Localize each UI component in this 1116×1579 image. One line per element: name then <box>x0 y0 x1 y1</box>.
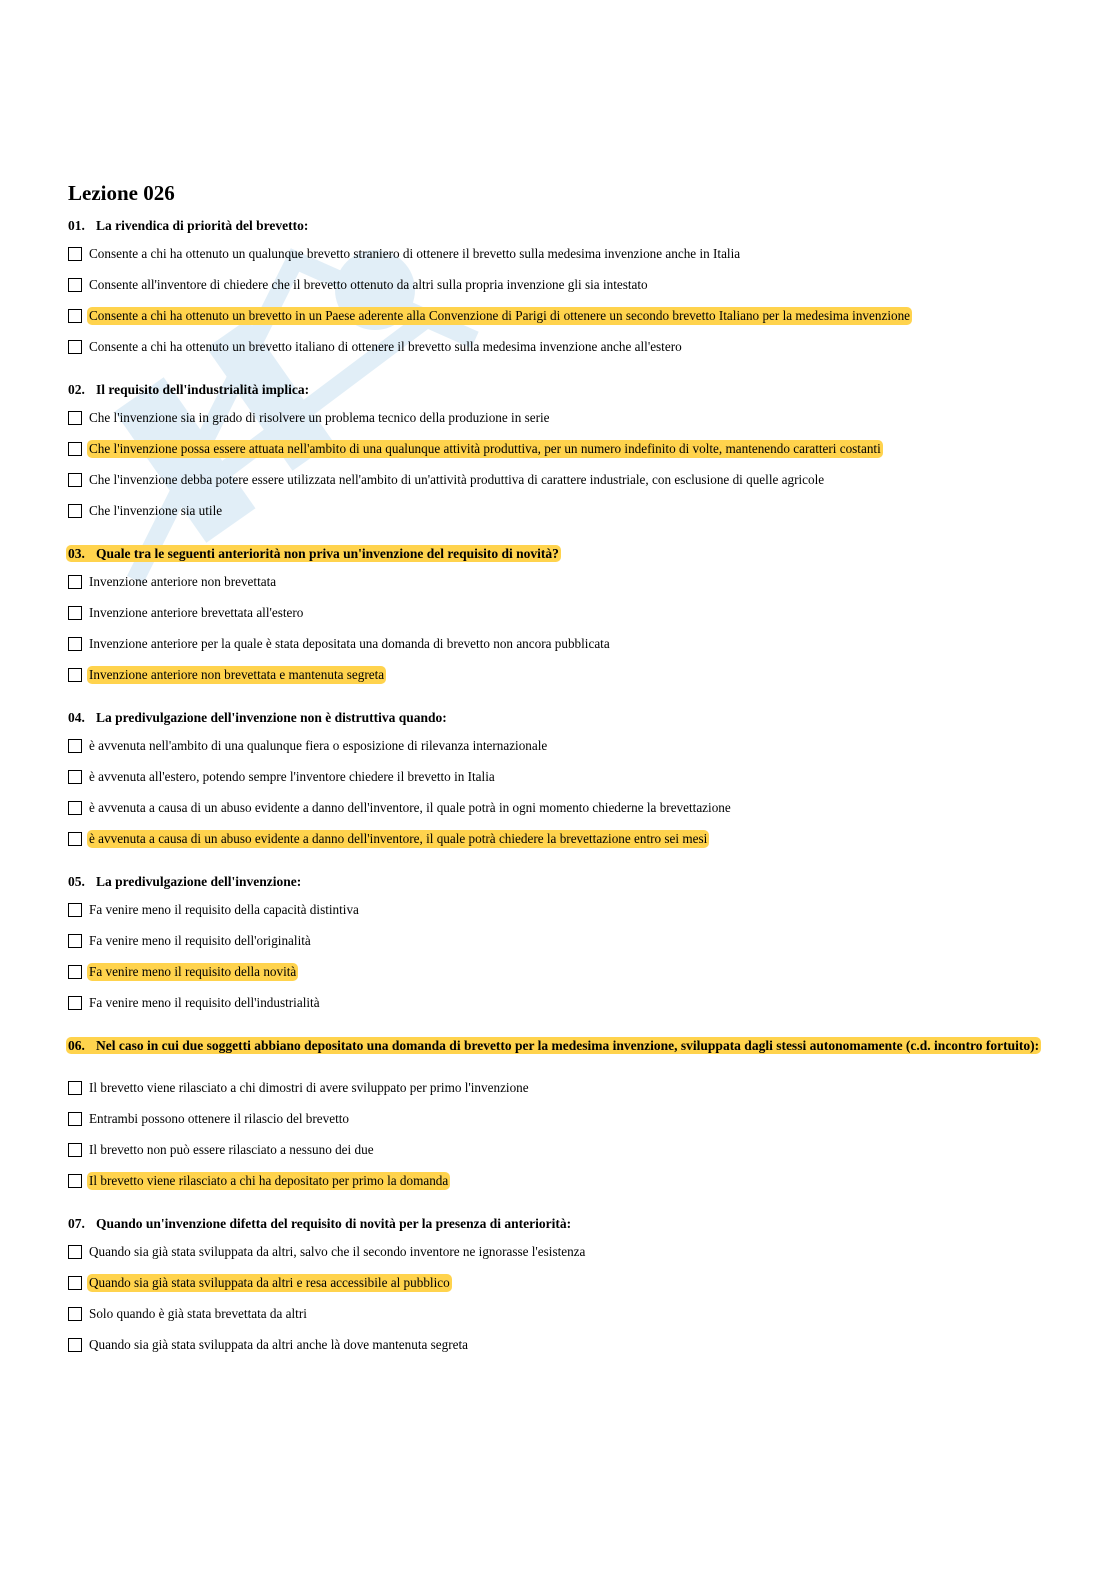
answer-label: Che l'invenzione sia in grado di risolvere un problema tecnico della produzione in serie <box>89 409 550 425</box>
checkbox[interactable] <box>68 637 82 651</box>
checkbox[interactable] <box>68 996 82 1010</box>
question-number: 07. <box>68 1216 85 1231</box>
answer-option[interactable] <box>68 433 1058 464</box>
question-prompt: Il requisito dell'industrialità implica: <box>96 382 310 397</box>
question-number: 02. <box>68 382 85 397</box>
question-list <box>68 212 1058 1360</box>
checkbox[interactable] <box>68 1245 82 1259</box>
checkbox[interactable] <box>68 1276 82 1290</box>
answer-option[interactable] <box>68 238 1058 269</box>
answer-option[interactable] <box>68 730 1058 761</box>
question-prompt: Nel caso in cui due soggetti abbiano depositato una domanda di brevetto per la medesima invenzione, sviluppata dagli stessi autonomamente (c.d. incontro fortuito): <box>96 1038 1040 1053</box>
question-block <box>68 704 1058 868</box>
answer-label: Il brevetto viene rilasciato a chi dimostri di avere sviluppato per primo l'invenzione <box>89 1079 529 1095</box>
checkbox[interactable] <box>68 340 82 354</box>
checkbox[interactable] <box>68 1338 82 1352</box>
answer-label-correct: Il brevetto viene rilasciato a chi ha depositato per primo la domanda <box>89 1172 449 1188</box>
question-number: 04. <box>68 710 85 725</box>
answer-option[interactable] <box>68 956 1058 987</box>
answer-option[interactable] <box>68 1103 1058 1134</box>
checkbox[interactable] <box>68 1174 82 1188</box>
answer-option[interactable] <box>68 628 1058 659</box>
question-spacer <box>68 1196 1058 1210</box>
checkbox[interactable] <box>68 473 82 487</box>
question-spacer <box>68 1018 1058 1032</box>
checkbox[interactable] <box>68 668 82 682</box>
question-text <box>68 704 1058 730</box>
answer-option[interactable] <box>68 659 1058 690</box>
question-spacer <box>68 690 1058 704</box>
answer-option[interactable] <box>68 792 1058 823</box>
checkbox[interactable] <box>68 1143 82 1157</box>
answer-label: Consente a chi ha ottenuto un qualunque brevetto straniero di ottenere il brevetto sulla medesima invenzione anche in Italia <box>89 245 741 261</box>
question-block <box>68 376 1058 540</box>
question-number: 05. <box>68 874 85 889</box>
answer-label-correct: Quando sia già stata sviluppata da altri e resa accessibile al pubblico <box>89 1274 450 1290</box>
page-title: Lezione 026 <box>68 181 175 205</box>
answer-option[interactable] <box>68 925 1058 956</box>
checkbox[interactable] <box>68 1307 82 1321</box>
answer-label: è avvenuta all'estero, potendo sempre l'inventore chiedere il brevetto in Italia <box>89 768 495 784</box>
checkbox[interactable] <box>68 309 82 323</box>
answer-option[interactable] <box>68 1165 1058 1196</box>
answer-option[interactable] <box>68 300 1058 331</box>
question-block <box>68 212 1058 376</box>
answer-label: Entrambi possono ottenere il rilascio del brevetto <box>89 1110 350 1126</box>
answer-option[interactable] <box>68 402 1058 433</box>
checkbox[interactable] <box>68 801 82 815</box>
question-prompt: La predivulgazione dell'invenzione: <box>96 874 302 889</box>
question-spacer <box>68 526 1058 540</box>
question-label <box>66 1037 1041 1054</box>
question-spacer <box>68 362 1058 376</box>
question-block <box>68 540 1058 704</box>
answer-option[interactable] <box>68 269 1058 300</box>
answer-label-correct: Consente a chi ha ottenuto un brevetto in un Paese aderente alla Convenzione di Parigi di ottenere un secondo brevetto Italiano per la medesima invenzione <box>89 307 911 323</box>
question-text <box>68 1210 1058 1236</box>
answer-option[interactable] <box>68 1236 1058 1267</box>
checkbox[interactable] <box>68 1081 82 1095</box>
answer-label: Che l'invenzione debba potere essere utilizzata nell'ambito di un'attività produttiva di carattere industriale, con esclusione di quelle agricole <box>89 471 825 487</box>
checkbox[interactable] <box>68 770 82 784</box>
answer-option[interactable] <box>68 1072 1058 1103</box>
answer-label: Fa venire meno il requisito dell'originalità <box>89 932 311 948</box>
document-page <box>68 178 1058 1360</box>
question-prompt: Quando un'invenzione difetta del requisito di novità per la presenza di anteriorità: <box>96 1216 572 1231</box>
answer-label: Invenzione anteriore brevettata all'estero <box>89 604 304 620</box>
question-text <box>68 540 1058 566</box>
question-text <box>68 868 1058 894</box>
answer-label: Quando sia già stata sviluppata da altri, salvo che il secondo inventore ne ignorasse l'esistenza <box>89 1243 586 1259</box>
question-text <box>68 1032 1058 1072</box>
answer-label: è avvenuta a causa di un abuso evidente a danno dell'inventore, il quale potrà in ogni momento chiederne la brevettazione <box>89 799 731 815</box>
checkbox[interactable] <box>68 832 82 846</box>
answer-label-correct: è avvenuta a causa di un abuso evidente a danno dell'inventore, il quale potrà chiedere la brevettazione entro sei mesi <box>89 830 708 846</box>
answer-option[interactable] <box>68 597 1058 628</box>
question-label <box>68 382 309 397</box>
answer-label: Che l'invenzione sia utile <box>89 502 223 518</box>
answer-option[interactable] <box>68 823 1058 854</box>
answer-label: Invenzione anteriore per la quale è stata depositata una domanda di brevetto non ancora pubblicata <box>89 635 610 651</box>
question-prompt: Quale tra le seguenti anteriorità non priva un'invenzione del requisito di novità? <box>96 546 559 561</box>
answer-option[interactable] <box>68 495 1058 526</box>
question-label <box>68 1216 571 1231</box>
checkbox[interactable] <box>68 278 82 292</box>
question-label <box>68 874 301 889</box>
answer-option[interactable] <box>68 987 1058 1018</box>
checkbox[interactable] <box>68 903 82 917</box>
checkbox[interactable] <box>68 442 82 456</box>
answer-label-correct: Che l'invenzione possa essere attuata nell'ambito di una qualunque attività produttiva, per un numero indefinito di volte, mantenendo caratteri costanti <box>89 440 881 456</box>
question-number: 03. <box>68 546 85 561</box>
answer-label: Consente all'inventore di chiedere che il brevetto ottenuto da altri sulla propria invenzione gli sia intestato <box>89 276 648 292</box>
answer-option[interactable] <box>68 1134 1058 1165</box>
answer-option[interactable] <box>68 1329 1058 1360</box>
question-block <box>68 1210 1058 1360</box>
question-spacer <box>68 854 1058 868</box>
question-label <box>68 218 308 233</box>
checkbox[interactable] <box>68 504 82 518</box>
answer-label: Consente a chi ha ottenuto un brevetto italiano di ottenere il brevetto sulla medesima invenzione anche all'estero <box>89 338 682 354</box>
answer-label: Fa venire meno il requisito della capacità distintiva <box>89 901 359 917</box>
answer-option[interactable] <box>68 464 1058 495</box>
checkbox[interactable] <box>68 934 82 948</box>
answer-option[interactable] <box>68 894 1058 925</box>
question-text <box>68 376 1058 402</box>
answer-option[interactable] <box>68 761 1058 792</box>
answer-label-correct: Invenzione anteriore non brevettata e mantenuta segreta <box>89 666 385 682</box>
question-block <box>68 1032 1058 1210</box>
answer-option[interactable] <box>68 566 1058 597</box>
answer-label: Fa venire meno il requisito dell'industrialità <box>89 994 320 1010</box>
answer-option[interactable] <box>68 331 1058 362</box>
answer-label: Solo quando è già stata brevettata da altri <box>89 1305 307 1321</box>
answer-option[interactable] <box>68 1267 1058 1298</box>
answer-label: Il brevetto non può essere rilasciato a nessuno dei due <box>89 1141 374 1157</box>
question-prompt: La rivendica di priorità del brevetto: <box>96 218 309 233</box>
checkbox[interactable] <box>68 606 82 620</box>
answer-label: Invenzione anteriore non brevettata <box>89 573 277 589</box>
checkbox[interactable] <box>68 575 82 589</box>
question-block <box>68 868 1058 1032</box>
checkbox[interactable] <box>68 1112 82 1126</box>
question-prompt: La predivulgazione dell'invenzione non è distruttiva quando: <box>96 710 447 725</box>
answer-label: è avvenuta nell'ambito di una qualunque fiera o esposizione di rilevanza internazionale <box>89 737 548 753</box>
checkbox[interactable] <box>68 965 82 979</box>
question-number: 01. <box>68 218 85 233</box>
question-label <box>68 710 447 725</box>
question-number: 06. <box>68 1038 85 1053</box>
question-label <box>66 545 561 562</box>
answer-label-correct: Fa venire meno il requisito della novità <box>89 963 297 979</box>
answer-label: Quando sia già stata sviluppata da altri anche là dove mantenuta segreta <box>89 1336 468 1352</box>
checkbox[interactable] <box>68 739 82 753</box>
checkbox[interactable] <box>68 247 82 261</box>
answer-option[interactable] <box>68 1298 1058 1329</box>
checkbox[interactable] <box>68 411 82 425</box>
question-text <box>68 212 1058 238</box>
